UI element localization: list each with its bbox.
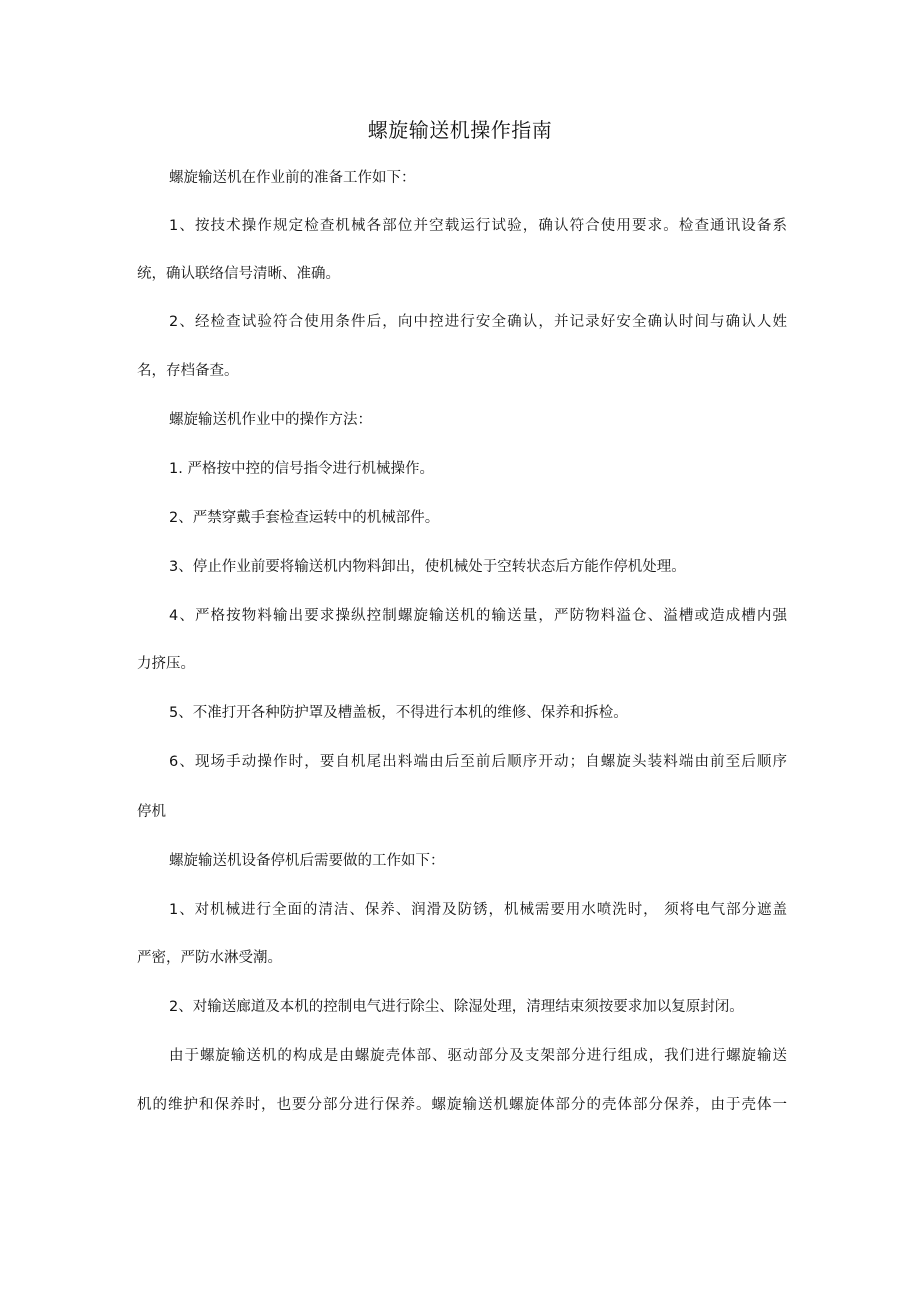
list-item: 1、对机械进行全面的清洁、保养、润滑及防锈，机械需要用水喷洗时， 须将电气部分遮盖 [169,902,787,918]
list-item: 1. 严格按中控的信号指令进行机械操作。 [169,461,434,477]
section-heading-operation: 螺旋输送机作业中的操作方法： [169,412,372,428]
paragraph-line: 2、经检查试验符合使用条件后，向中控进行安全确认，并记录好安全确认时间与确认人姓 [169,314,787,330]
list-item-continuation: 力挤压。 [137,656,195,672]
list-item: 4、严格按物料输出要求操纵控制螺旋输送机的输送量，严防物料溢仓、溢槽或造成槽内强 [169,608,787,624]
list-item: 6、现场手动操作时，要自机尾出料端由后至前后顺序开动；自螺旋头装料端由前至后顺序 [169,754,787,770]
paragraph-line: 名，存档备查。 [137,363,239,379]
paragraph-line: 机的维护和保养时，也要分部分进行保养。螺旋输送机螺旋体部分的壳体部分保养，由于壳体一 [137,1097,787,1113]
page-title: 螺旋输送机操作指南 [367,118,553,142]
list-item: 5、不准打开各种防护罩及槽盖板，不得进行本机的维修、保养和拆检。 [169,705,628,721]
paragraph-line: 1、按技术操作规定检查机械各部位并空载运行试验，确认符合使用要求。检查通讯设备系 [169,218,787,234]
list-item: 3、停止作业前要将输送机内物料卸出，使机械处于空转状态后方能作停机处理。 [169,559,686,575]
section-heading-preparation: 螺旋输送机在作业前的准备工作如下： [169,170,416,186]
list-item: 2、对输送廊道及本机的控制电气进行除尘、除湿处理，清理结束须按要求加以复原封闭。 [169,999,744,1015]
section-heading-shutdown: 螺旋输送机设备停机后需要做的工作如下： [169,853,445,869]
list-item-continuation: 停机 [137,804,166,820]
list-item: 2、严禁穿戴手套检查运转中的机械部件。 [169,510,440,526]
paragraph-line: 由于螺旋输送机的构成是由螺旋壳体部、驱动部分及支架部分进行组成，我们进行螺旋输送 [169,1048,787,1064]
paragraph-line: 统，确认联络信号清晰、准确。 [137,266,340,282]
list-item-continuation: 严密，严防水淋受潮。 [137,950,282,966]
